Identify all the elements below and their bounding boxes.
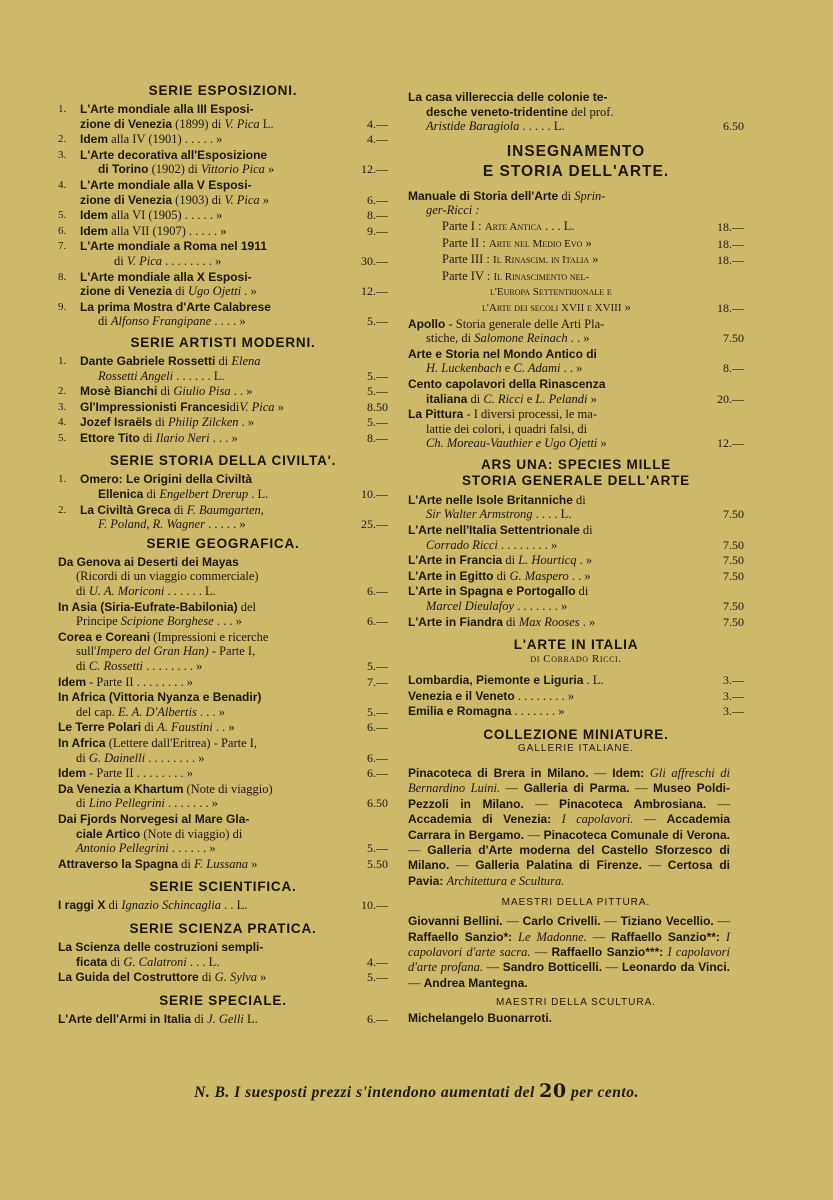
footer-note: N. B. I suesposti prezzi s'intendono aumentati del 20 per cento. (194, 1080, 639, 1102)
list-item: 2. La Civiltà Greca di F. Baumgarten, F. Poland, R. Wagner . . . . . » 25.— (58, 502, 388, 532)
list-item: Venezia e il Veneto . . . . . . . . » 3.— (408, 688, 744, 703)
list-item: Arte e Storia nel Mondo Antico di H. Luckenbach e C. Adami . . » 8.— (408, 346, 744, 376)
list-item: 9. La prima Mostra d'Arte Calabrese di Alfonso Frangipane . . . . » 5.— (58, 299, 388, 329)
list-item: Idem - Parte II . . . . . . . . » 6.— (58, 766, 388, 781)
list-item: 1. Dante Gabriele Rossetti di Elena Rossetti Angeli . . . . . . L. 5.— (58, 353, 388, 383)
gallerie-list: Pinacoteca di Brera in Milano. — Idem: Gli affreschi di Bernardino Luini. — Galleria di Parma. — Museo Poldi-Pezzoli in Milano. — Pinacoteca Ambrosiana. — Accademia di Venezia: I capolavori. — Accademia Carrara in Bergamo. — Pinacoteca Comunale di Verona. — Galleria d'Arte moderna del Castello Sforzesco di Milano. — Galleria Palatina di Firenze. — Certosa di Pavia: Architettura e Scultura. (408, 766, 731, 888)
list-item: La Pittura - I diversi processi, le ma- lattie dei colori, i quadri falsi, di Ch. Moreau-Vauthier e Ugo Ojetti » 12.— (408, 407, 744, 451)
list-item: 2. Idem alla IV (1901) . . . . . » 4.— (58, 132, 388, 147)
list-item: Dai Fjords Norvegesi al Mare Gla- ciale Artico (Note di viaggio) di Antonio Pellegrini . . . . . . » 5.— (58, 811, 388, 856)
section-title-insegnamento: INSEGNAMENTO E STORIA DELL'ARTE. (482, 142, 670, 180)
list-item: La casa villereccia delle colonie te- desche veneto-tridentine del prof. Aristide Baragiola . . . . . L. 6.50 (408, 90, 744, 134)
list-item: Da Venezia a Khartum (Note di viaggio) di Lino Pellegrini . . . . . . . » 6.50 (58, 781, 388, 811)
list-item: Lombardia, Piemonte e Liguria . L. 3.— (408, 673, 744, 688)
section-title-arte-italia: L'ARTE IN ITALIA (513, 637, 639, 653)
list-item: Parte III : Il Rinascim. in Italia » 18.— (442, 252, 744, 268)
list-item: 8. L'Arte mondiale alla X Esposi- zione di Venezia di Ugo Ojetti . » 12.— (58, 269, 388, 299)
left-column (58, 80, 388, 1027)
list-item: Attraverso la Spagna di F. Lussana » 5.50 (58, 856, 388, 871)
list-item: 1. L'Arte mondiale alla III Esposi- zione di Venezia (1899) di V. Pica L. 4.— (58, 102, 388, 131)
list-item: Parte I : Arte Antica . . . L. 18.— (442, 218, 744, 234)
list-item: 7. L'Arte mondiale a Roma nel 1911 di V. Pica . . . . . . . . » 30.— (58, 239, 388, 268)
list-item: Corea e Coreani (Impressioni e ricerche sull'Impero del Gran Han) - Parte I, di C. Rossetti . . . . . . . . » 5.— (58, 629, 388, 673)
section-subtitle-arte-italia: di Corrado Ricci. (530, 653, 622, 666)
list-item: 3. Gl'Impressionisti FrancesidiV. Pica » 8.50 (58, 399, 388, 414)
section-title-ars-una: ARS UNA: SPECIES MILLE STORIA GENERALE DELL'ARTE (462, 456, 690, 488)
list-item: 3. L'Arte decorativa all'Esposizione di Torino (1902) di Vittorio Pica » 12.— (58, 147, 388, 177)
list-item: 4. Jozef Israëls di Philip Zilcken . » 5.— (58, 415, 388, 430)
list-item: L'Arte in Spagna e Portogallo di Marcel Dieulafoy . . . . . . . » 7.50 (408, 584, 744, 614)
section-title-geografica: SERIE GEOGRAFICA. (146, 535, 300, 551)
list-item: In Asia (Siria-Eufrate-Babilonia) del Principe Scipione Borghese . . . » 6.— (58, 599, 388, 629)
section-subtitle-pittura: MAESTRI DELLA PITTURA. (501, 897, 651, 909)
pittura-list: Giovanni Bellini. — Carlo Crivelli. — Tiziano Vecellio. — Raffaello Sanzio*: Le Madonne. — Raffaello Sanzio**: I capolavori d'arte sacra. — Raffaello Sanzio***: I capolavori d'arte profana. — Sandro Botticelli. — Leonardo da Vinci. — Andrea Mantegna. (408, 914, 731, 990)
list-item: Emilia e Romagna . . . . . . . » 3.— (408, 704, 744, 719)
section-subtitle-scultura: MAESTRI DELLA SCULTURA. (495, 997, 657, 1009)
list-item: 2. Mosè Bianchi di Giulio Pisa . . » 5.— (58, 384, 388, 399)
list-item: Le Terre Polari di A. Faustini . . » 6.— (58, 720, 388, 735)
list-item: In Africa (Vittoria Nyanza e Benadir) del cap. E. A. D'Albertis . . . » 5.— (58, 690, 388, 719)
section-title-artisti: SERIE ARTISTI MODERNI. (130, 334, 316, 350)
list-item: Apollo - Storia generale delle Arti Pla- stiche, di Salomone Reinach . . » 7.50 (408, 316, 744, 346)
section-title-miniature: COLLEZIONE MINIATURE. (483, 727, 669, 742)
list-item: Manuale di Storia dell'Arte di Sprin- ger-Ricci : (408, 188, 606, 218)
list-item: Parte II : Arte nel Medio Evo » 18.— (442, 235, 744, 251)
list-item: L'Arte in Francia di L. Hourticq . » 7.50 (408, 553, 744, 568)
list-item: I raggi X di Ignazio Schincaglia . . L. 10.— (58, 898, 388, 913)
list-item: La Scienza delle costruzioni sempli- ficata di G. Calatroni . . . L. 4.— (58, 939, 388, 969)
list-item: Da Genova ai Deserti dei Mayas (Ricordi di un viaggio commerciale) di U. A. Moriconi . . . . . . L. 6.— (58, 554, 388, 599)
section-title-civilta: SERIE STORIA DELLA CIVILTA'. (109, 453, 337, 469)
list-item: 5. Ettore Tito di Ilario Neri . . . » 8.— (58, 430, 388, 445)
list-item: Idem - Parte II . . . . . . . . » 7.— (58, 674, 388, 689)
list-item: L'Arte nell'Italia Settentrionale di Corrado Ricci . . . . . . . . » 7.50 (408, 523, 744, 552)
list-item: In Africa (Lettere dall'Eritrea) - Parte I, di G. Dainelli . . . . . . . . » 6.— (58, 735, 388, 765)
list-item: Parte IV : Il Rinascimento nel- l'Europa Settentrionale e l'Arte dei secoli XVII e XVIII » 18.— (442, 268, 744, 315)
list-item: L'Arte dell'Armi in Italia di J. Gelli L. 6.— (58, 1011, 388, 1026)
list-item: Cento capolavori della Rinascenza italiana di C. Ricci e L. Pelandi » 20.— (408, 376, 744, 406)
scultura-list: Michelangelo Buonarroti. (408, 1011, 553, 1026)
section-subtitle-gallerie: GALLERIE ITALIANE. (517, 743, 635, 754)
section-title-scientifica: SERIE SCIENTIFICA. (149, 879, 297, 895)
list-item: L'Arte in Fiandra di Max Rooses . » 7.50 (408, 614, 744, 629)
list-item: 4. L'Arte mondiale alla V Esposi- zione di Venezia (1903) di V. Pica » 6.— (58, 177, 388, 207)
right-column (408, 90, 744, 1027)
section-title-esposizioni: SERIE ESPOSIZIONI. (148, 83, 298, 98)
list-item: L'Arte nelle Isole Britanniche di Sir Walter Armstrong . . . . L. 7.50 (408, 492, 744, 522)
section-title-speciale: SERIE SPECIALE. (159, 992, 287, 1008)
section-title-pratica: SERIE SCIENZA PRATICA. (129, 920, 317, 936)
list-item: 6. Idem alla VII (1907) . . . . . » 9.— (58, 223, 388, 238)
list-item: 5. Idem alla VI (1905) . . . . . » 8.— (58, 208, 388, 223)
list-item: 1. Omero: Le Origini della Civiltà Ellenica di Engelbert Drerup . L. 10.— (58, 472, 388, 502)
list-item: La Guida del Costruttore di G. Sylva » 5.— (58, 970, 388, 985)
list-item: L'Arte in Egitto di G. Maspero . . » 7.50 (408, 568, 744, 583)
